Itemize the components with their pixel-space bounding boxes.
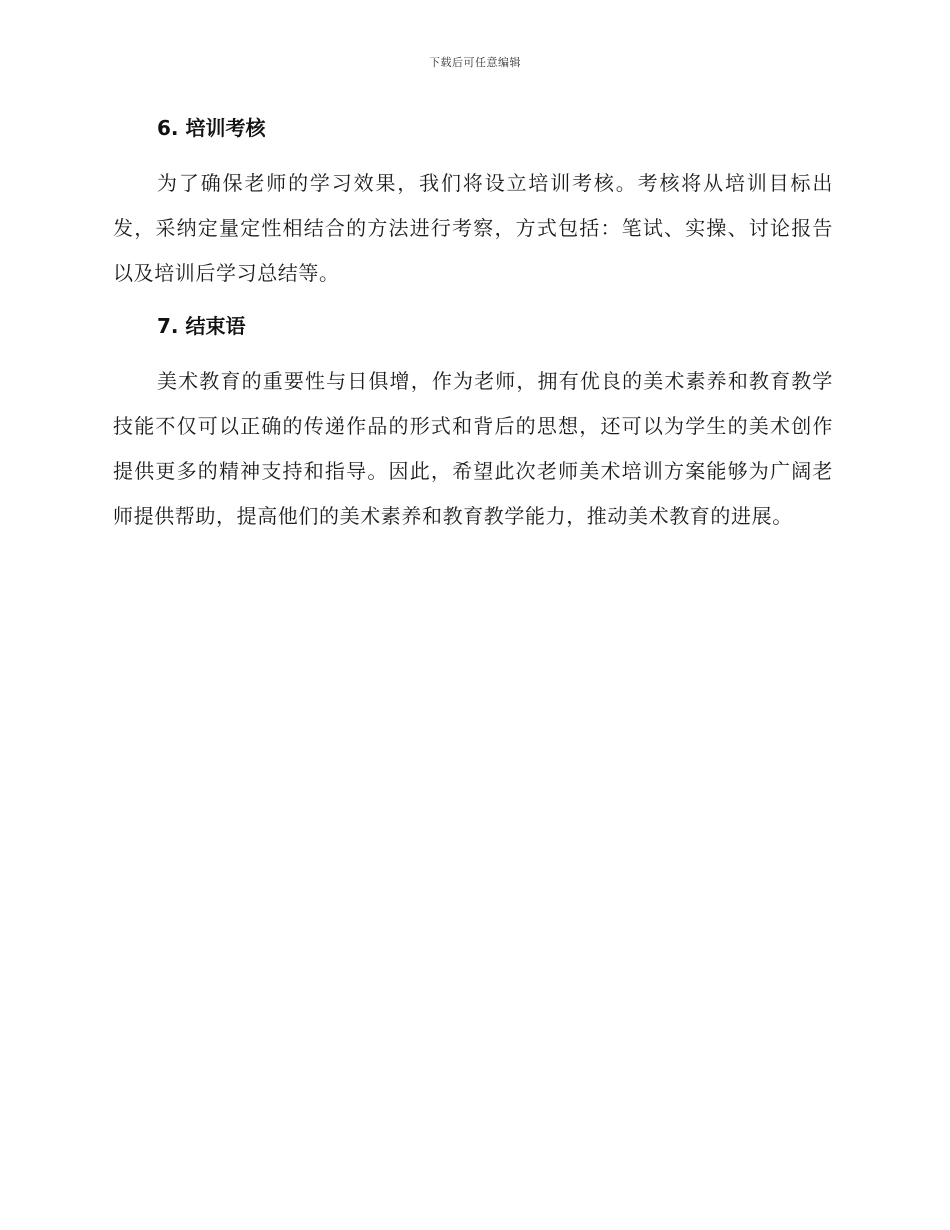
paragraph-conclusion: 美术教育的重要性与日俱增，作为老师，拥有优良的美术素养和教育教学技能不仅可以正确的传递作品的形式和背后的思想，还可以为学生的美术创作提供更多的精神支持和指导。因此，希望此次老师美术培训方案能够为广阔老师提供帮助，提高他们的美术素养和教育教学能力，推动美术教育的进展。 xyxy=(113,369,833,528)
header-note: 下载后可任意编辑 xyxy=(429,56,521,69)
document-body xyxy=(113,112,833,539)
section-heading-conclusion: 7. 结束语 xyxy=(157,314,246,338)
section-heading-assessment: 6. 培训考核 xyxy=(157,116,266,140)
paragraph-assessment: 为了确保老师的学习效果，我们将设立培训考核。考核将从培训目标出发，采纳定量定性相结合的方法进行考察，方式包括：笔试、实操、讨论报告以及培训后学习总结等。 xyxy=(113,171,833,285)
